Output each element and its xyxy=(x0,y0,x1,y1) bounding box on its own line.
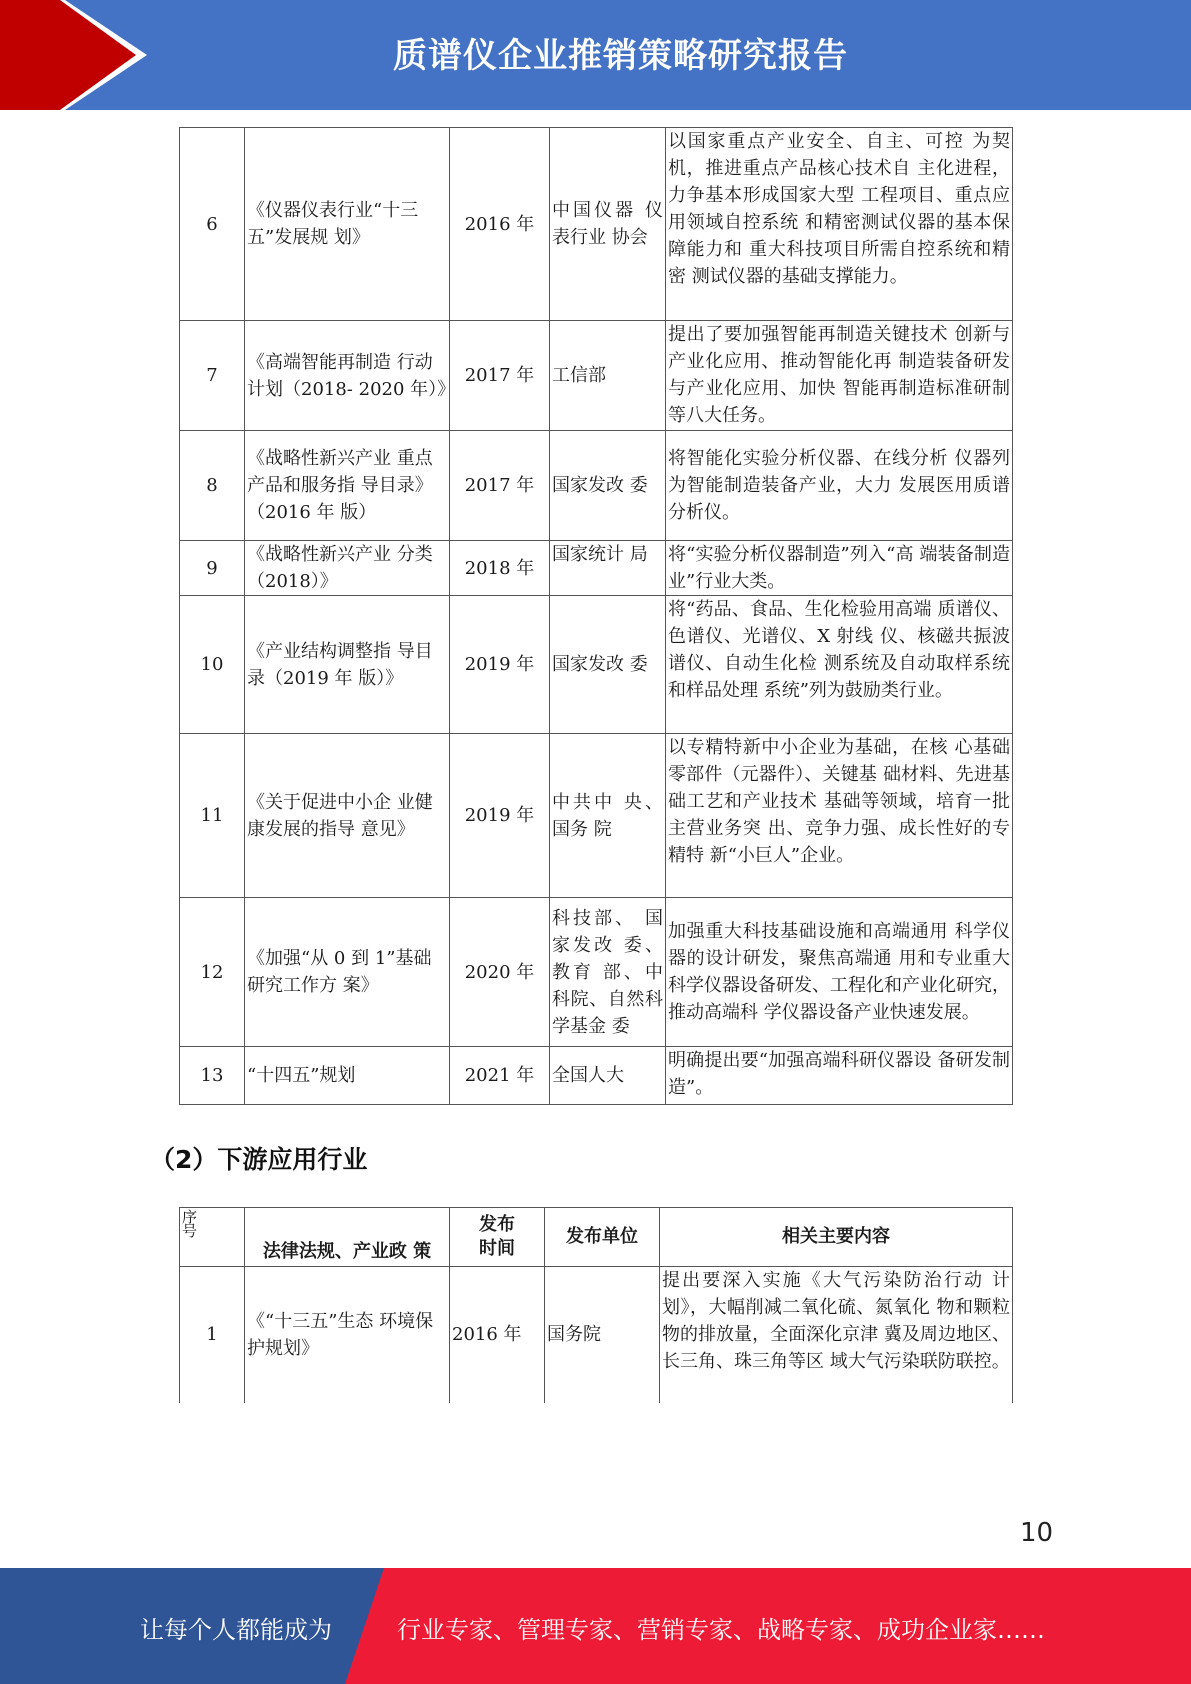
page-footer xyxy=(0,1568,1191,1684)
issuer: 工信部 xyxy=(550,321,666,431)
table-row xyxy=(180,734,1013,898)
row-number: 9 xyxy=(180,541,245,596)
policy-name: 《高端智能再制造 行动计划（2018- 2020 年）》 xyxy=(245,321,450,431)
policy-name: 《仪器仪表行业“十三五”发展规 划》 xyxy=(245,128,450,321)
row-number: 12 xyxy=(180,898,245,1047)
column-header-policy: 法律法规、产业政 策 xyxy=(245,1208,450,1267)
main-content: 加强重大科技基础设施和高端通用 科学仪器的设计研发，聚焦高端通 用和专业重大科学仪器设备研发、工程化和产业化研究，推动高端科 学仪器设备产业快速发展。 xyxy=(666,898,1013,1047)
issuer: 全国人大 xyxy=(550,1047,666,1105)
table-row xyxy=(180,321,1013,431)
table-row xyxy=(180,431,1013,541)
row-number: 13 xyxy=(180,1047,245,1105)
seq-header-text: 序号 xyxy=(182,1208,198,1240)
issuer: 国务院 xyxy=(545,1267,660,1403)
publish-year: 2021 年 xyxy=(450,1047,550,1105)
publish-year: 2019 年 xyxy=(450,734,550,898)
policy-name: 《“十三五”生态 环境保护规划》 xyxy=(245,1267,450,1403)
policy-name: 《产业结构调整指 导目录（2019 年 版）》 xyxy=(245,596,450,734)
row-number: 6 xyxy=(180,128,245,321)
column-header-seq xyxy=(180,1208,245,1267)
policy-name: 《战略性新兴产业 重点产品和服务指 导目录》（2016 年 版） xyxy=(245,431,450,541)
policy-name: “十四五”规划 xyxy=(245,1047,450,1105)
main-content: 明确提出要“加强高端科研仪器设 备研发制造”。 xyxy=(666,1047,1013,1105)
main-content: 提出了要加强智能再制造关键技术 创新与产业化应用、推动智能化再 制造装备研发与产业化应用、加快 智能再制造标准研制等八大任务。 xyxy=(666,321,1013,431)
time-header-text: 发布时间 xyxy=(479,1214,515,1259)
issuer: 国家统计 局 xyxy=(550,541,666,596)
publish-year: 2017 年 xyxy=(450,431,550,541)
issuer: 中共中 央、国务 院 xyxy=(550,734,666,898)
policy-name: 《战略性新兴产业 分类（2018）》 xyxy=(245,541,450,596)
section-heading: （2）下游应用行业 xyxy=(150,1145,368,1174)
main-content: 将“药品、食品、生化检验用高端 质谱仪、色谱仪、光谱仪、X 射线 仪、核磁共振波谱仪、自动生化检 测系统及自动取样系统和样品处理 系统”列为鼓励类行业。 xyxy=(666,596,1013,734)
table-header-row xyxy=(180,1208,1013,1267)
row-number: 11 xyxy=(180,734,245,898)
table-row xyxy=(180,1047,1013,1105)
report-title: 质谱仪企业推销策略研究报告 xyxy=(393,36,848,76)
main-content: 将“实验分析仪器制造”列入“高 端装备制造业”行业大类。 xyxy=(666,541,1013,596)
main-content: 以国家重点产业安全、自主、可控 为契机，推进重点产品核心技术自 主化进程，力争基本形成国家大型 工程项目、重点应用领域自控系统 和精密测试仪器的基本保障能力和 重大科技项目所需自控系统和精密 测试仪器的基础支撑能力。 xyxy=(666,128,1013,321)
issuer: 国家发改 委 xyxy=(550,596,666,734)
table-row xyxy=(180,596,1013,734)
column-header-time xyxy=(450,1208,545,1267)
page-number: 10 xyxy=(1020,1518,1054,1548)
row-number: 7 xyxy=(180,321,245,431)
publish-year: 2019 年 xyxy=(450,596,550,734)
row-number: 10 xyxy=(180,596,245,734)
policy-table-upstream xyxy=(179,127,1013,1105)
publish-year: 2016 年 xyxy=(450,1267,545,1403)
publish-year: 2018 年 xyxy=(450,541,550,596)
footer-slogan-right: 行业专家、管理专家、营销专家、战略专家、成功企业家…… xyxy=(397,1616,1045,1644)
policy-table-downstream xyxy=(179,1207,1013,1403)
table-row xyxy=(180,1267,1013,1403)
publish-year: 2017 年 xyxy=(450,321,550,431)
table-row xyxy=(180,128,1013,321)
footer-slogan-left: 让每个人都能成为 xyxy=(140,1616,332,1644)
table-row xyxy=(180,898,1013,1047)
page-header xyxy=(0,0,1191,110)
main-content: 提出要深入实施《大气污染防治行动 计划》，大幅削减二氧化硫、氮氧化 物和颗粒物的排放量，全面深化京津 冀及周边地区、长三角、珠三角等区 域大气污染联防联控。 xyxy=(660,1267,1013,1403)
publish-year: 2016 年 xyxy=(450,128,550,321)
issuer: 科技部、 国家发改 委、教育 部、中科院、自然科学基金 委 xyxy=(550,898,666,1047)
column-header-issuer: 发布单位 xyxy=(545,1208,660,1267)
main-content: 以专精特新中小企业为基础，在核 心基础零部件（元器件）、关键基 础材料、先进基础工艺和产业技术 基础等领域，培育一批主营业务突 出、竞争力强、成长性好的专精特 新“小巨人”企业。 xyxy=(666,734,1013,898)
row-number: 8 xyxy=(180,431,245,541)
column-header-content: 相关主要内容 xyxy=(660,1208,1013,1267)
issuer: 国家发改 委 xyxy=(550,431,666,541)
policy-name: 《关于促进中小企 业健康发展的指导 意见》 xyxy=(245,734,450,898)
issuer: 中国仪器 仪表行业 协会 xyxy=(550,128,666,321)
publish-year: 2020 年 xyxy=(450,898,550,1047)
main-content: 将智能化实验分析仪器、在线分析 仪器列为智能制造装备产业，大力 发展医用质谱分析仪。 xyxy=(666,431,1013,541)
table-row xyxy=(180,541,1013,596)
row-number: 1 xyxy=(180,1267,245,1403)
policy-name: 《加强“从 0 到 1”基础研究工作方 案》 xyxy=(245,898,450,1047)
